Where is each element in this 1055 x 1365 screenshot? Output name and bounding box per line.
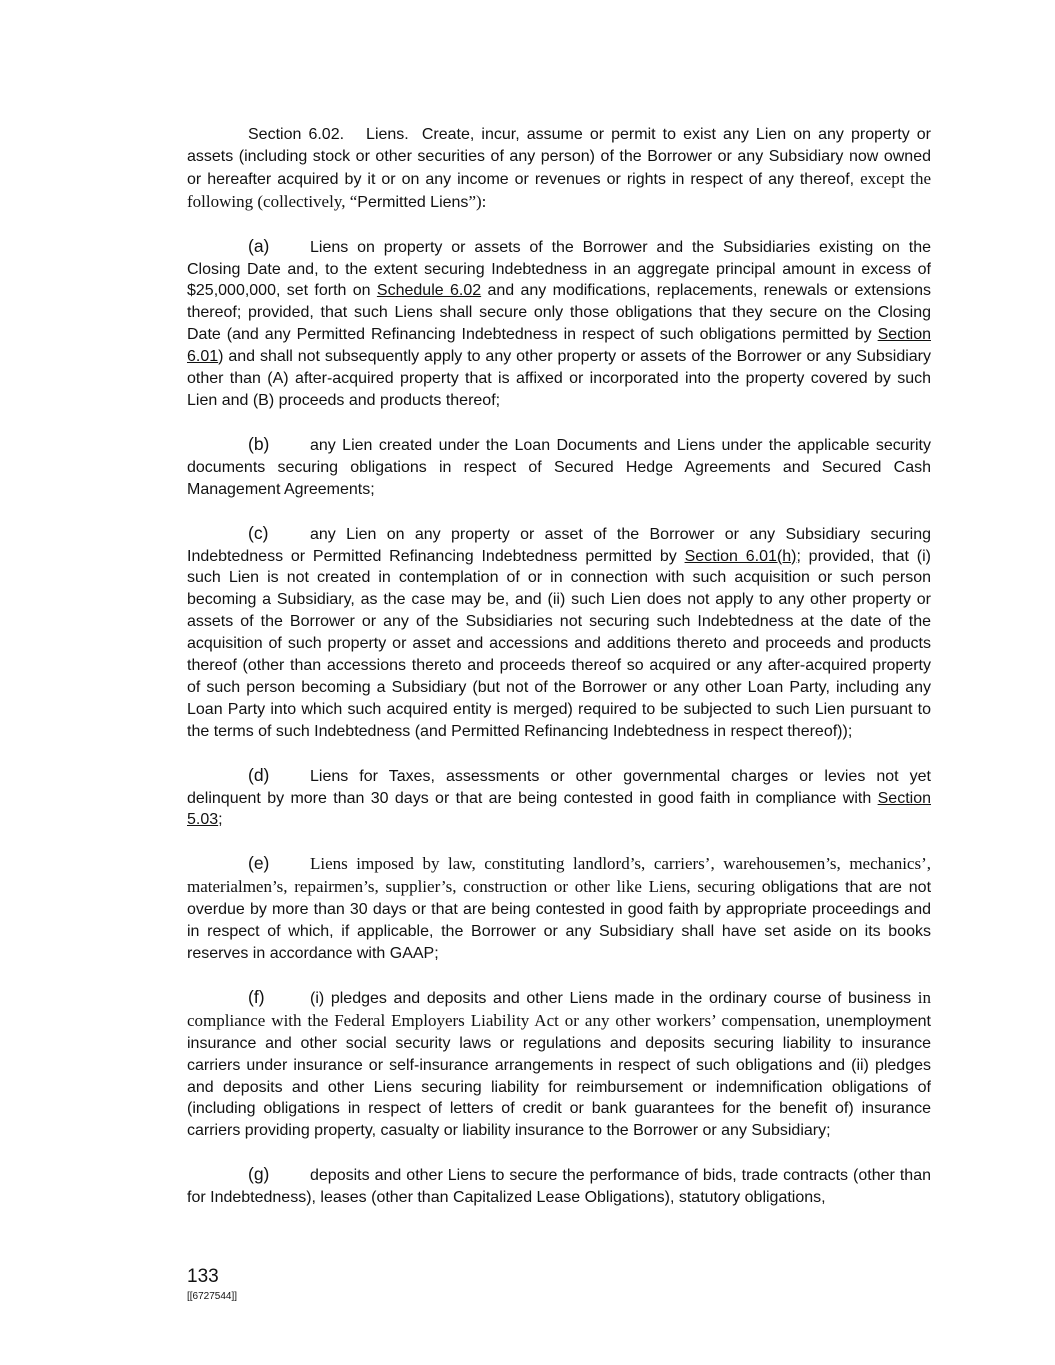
- cross-reference: Section 5.03: [187, 789, 931, 829]
- clause-text: and any modifications, replacements, renewals or extensions thereof; provided, that such Liens shall secure only those obligations that they secure on the Closing Date (and any Permitted Refinancing Indebtedness in respect of such obligations permitted by: [187, 282, 932, 344]
- clause-text: ) and shall not subsequently apply to any other property or assets of the Borrower or any Subsidiary other than (A) after-acquired property that is affixed or incorporated into the property covered by such Lien and (B) proceeds and products thereof;: [187, 348, 931, 409]
- clause-text: any Lien created under the Loan Documents and Liens under the applicable security documents securing obligations in respect of Secured Hedge Agreements and Secured Cash Management Agreements;: [187, 436, 931, 498]
- section-intro-serif: except the following (collectively, “: [187, 168, 931, 211]
- clause-d: [187, 765, 931, 832]
- clause-f: [187, 987, 931, 1142]
- clause-text: deposits and other Liens to secure the performance of bids, trade contracts (other than for Indebtedness), leases (other than Capitalized Lease Obligations), statutory obligations,: [187, 1167, 931, 1207]
- cross-reference: Schedule 6.02: [376, 282, 482, 300]
- section-number: Section 6.02.: [248, 126, 345, 143]
- clause-b: [187, 434, 931, 501]
- clause-text: ;: [218, 811, 223, 829]
- clause-text: (i) pledges and deposits and other Liens made in the ordinary course of business: [310, 989, 918, 1007]
- clause-text: Liens on property or assets of the Borrower and the Subsidiaries existing on the Closing Date and, to the extent securing Indebtedness in an aggregate principal amount in excess of $25,000,000, set forth on: [187, 238, 931, 300]
- clause-g: [187, 1164, 931, 1209]
- clause-label: (b): [248, 433, 270, 454]
- clause-text: unemployment insurance and other social security laws or regulations and deposits securing liability to insurance carriers under insurance or self-insurance arrangements in respect of such obligations and (ii) pledges and deposits and other Liens securing liability for reimbursement or indemnification obligations of (including obligations in respect of letters of credit or bank guarantees for the benefit of) insurance carriers providing property, casualty or liability insurance to the Borrower or any Subsidiary;: [187, 1012, 931, 1140]
- section-heading-paragraph: [187, 124, 931, 214]
- document-page: [187, 124, 931, 1231]
- cross-reference: Section 6.01: [187, 326, 931, 366]
- clause-label: (c): [248, 522, 269, 543]
- document-id: [[6727544]]: [187, 1291, 238, 1302]
- clause-text: ; provided, that (i) such Lien is not created in contemplation of or in connection with such acquisition or such person becoming a Subsidiary, as the case may be, and (ii) such Lien does not apply to any other property or assets of the Borrower or any of the Subsidiaries not securing such Indebtedness at the date of the acquisition of such property or asset and accessions and additions thereto and proceeds and products thereof (other than accessions thereto and proceeds thereof so acquired or any after-acquired property of such person becoming a Subsidiary (but not of the Borrower or any other Loan Party, including any Loan Party into which such acquired entity is merged) required to be subjected to such Lien pursuant to the terms of such Indebtedness (and Permitted Refinancing Indebtedness in respect thereof));: [187, 547, 932, 740]
- clause-text: any Lien on any property or asset of the Borrower or any Subsidiary securing Indebtedness or Permitted Refinancing Indebtedness permitted by: [187, 525, 931, 565]
- section-defined-term: Permitted Liens: [357, 193, 469, 211]
- clause-text-serif: in compliance with the Federal Employers Liability Act or any other workers’ compensation,: [187, 987, 931, 1030]
- section-title: Liens.: [366, 126, 409, 143]
- clause-text-serif: Liens imposed by law, constituting landlord’s, carriers’, warehousemen’s, mechanics’, materialmen’s, repairmen’s, supplier’s, construction or other like Liens, securing: [187, 854, 931, 897]
- clause-label: (f): [248, 986, 265, 1007]
- clause-label: (g): [248, 1164, 270, 1185]
- clause-c: [187, 523, 931, 743]
- clause-label: (d): [248, 764, 270, 785]
- clause-e: [187, 853, 931, 965]
- cross-reference: Section 6.01(h): [684, 547, 797, 565]
- section-intro: Create, incur, assume or permit to exist any Lien on any property or assets (including stock or other securities of any person) of the Borrower or any Subsidiary now owned or hereafter acquired by it or on any income or revenues or rights in respect of any thereof,: [187, 126, 932, 188]
- clause-label: (e): [248, 853, 270, 874]
- clause-text: Liens for Taxes, assessments or other governmental charges or levies not yet delinquent by more than 30 days or that are being contested in good faith in compliance with: [187, 767, 931, 807]
- section-intro-end: ”):: [468, 191, 487, 211]
- page-number: 133: [187, 1266, 219, 1287]
- clause-a: [187, 236, 931, 412]
- clause-text: obligations that are not overdue by more than 30 days or that are being contested in good faith by appropriate proceedings and in respect of which, if applicable, the Borrower or any Subsidiary shall have set aside on its books reserves in accordance with GAAP;: [187, 879, 932, 962]
- clause-label: (a): [248, 235, 270, 256]
